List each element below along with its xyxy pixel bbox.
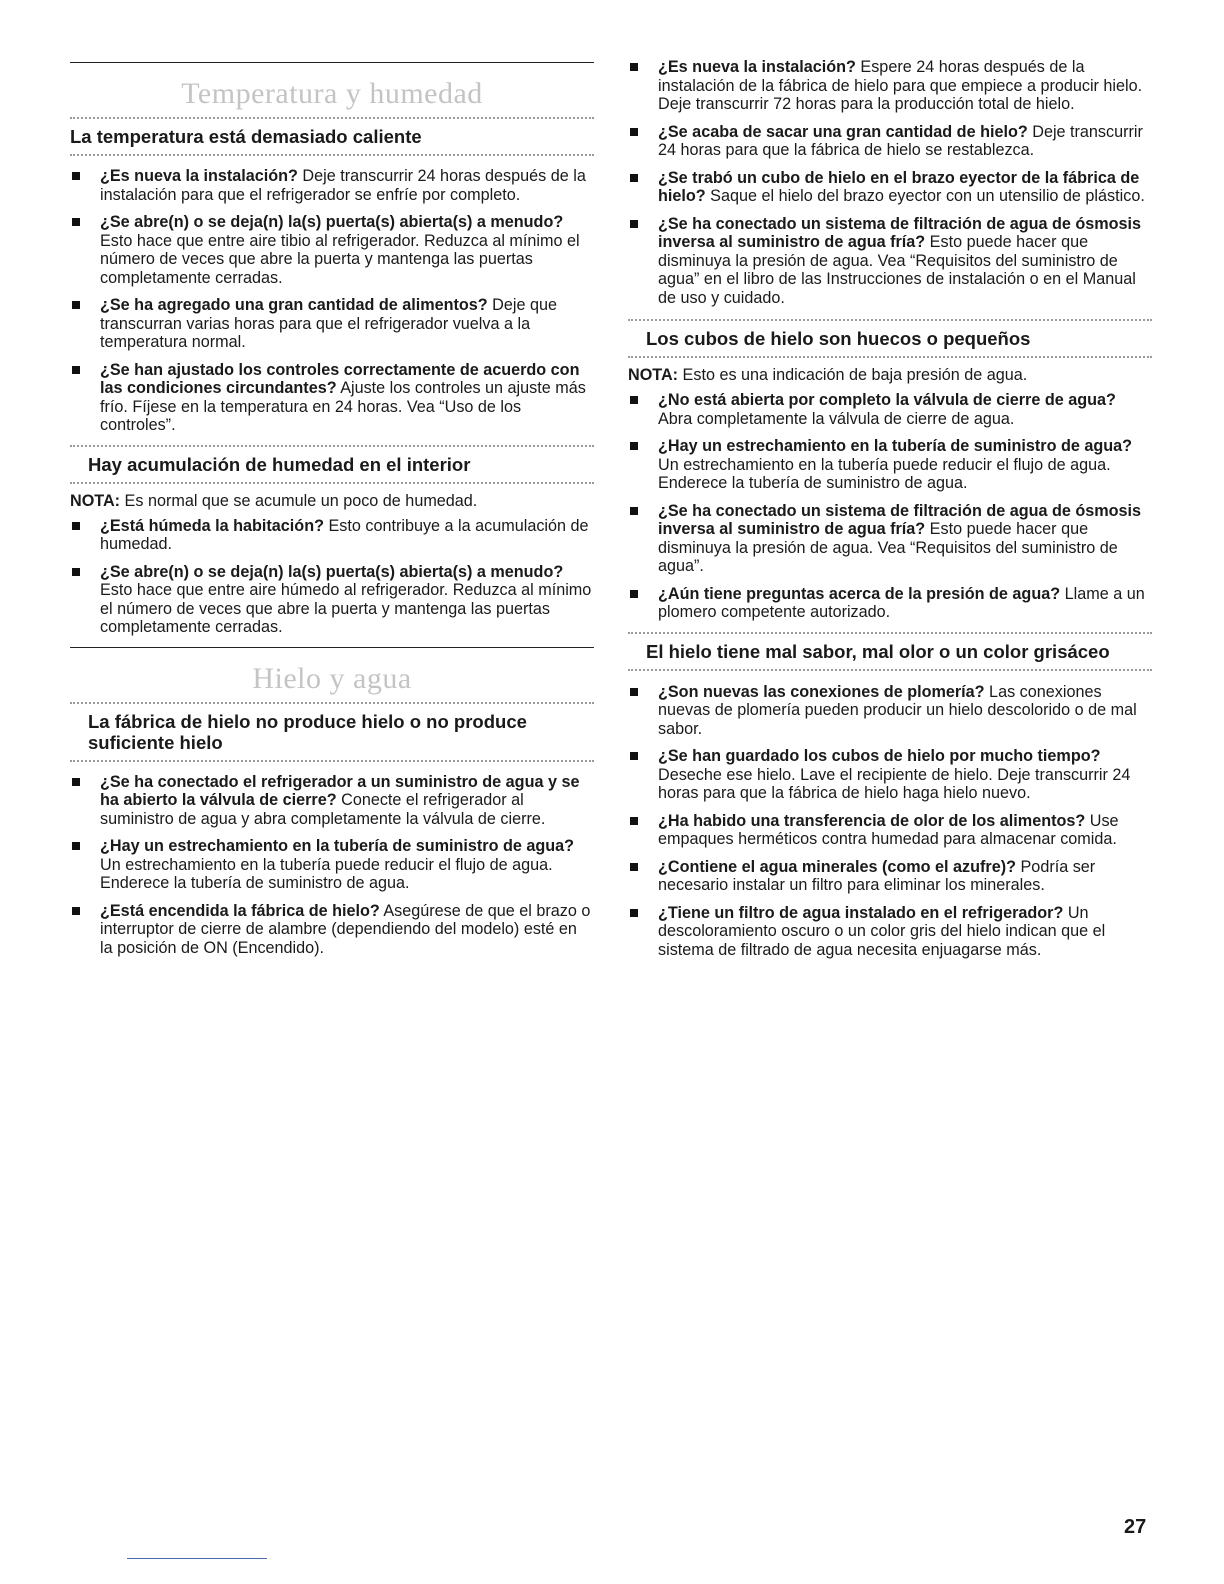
square-bullet-icon: [630, 817, 638, 825]
square-bullet-icon: [630, 507, 638, 515]
note-label: NOTA:: [628, 366, 679, 384]
item-answer: Llame a un plomero competente autorizado.: [658, 584, 1145, 621]
section-rule: [70, 62, 594, 63]
list-item: [628, 58, 1152, 114]
item-answer: Podría ser necesario instalar un filtro para eliminar los minerales.: [658, 857, 1096, 894]
list-cubos-huecos: [628, 391, 1152, 622]
subheading-fabrica-hielo: La fábrica de hielo no produce hielo o no produce suficiente hielo: [88, 710, 527, 753]
item-answer: Esto contribuye a la acumulación de humedad.: [100, 516, 589, 553]
dotted-divider: [628, 319, 1152, 321]
square-bullet-icon: [72, 218, 80, 226]
section-rule: [70, 647, 594, 648]
item-question: ¿Se ha conectado un sistema de filtración de agua de ósmosis inversa al suministro de agua fría?: [658, 501, 1142, 538]
list-item: [628, 215, 1152, 308]
list-item: [628, 169, 1152, 206]
list-item: [70, 773, 594, 829]
item-question: ¿Es nueva la instalación?: [658, 58, 856, 76]
list-item: [628, 123, 1152, 160]
item-question: ¿Se ha agregado una gran cantidad de alimentos?: [100, 296, 488, 314]
square-bullet-icon: [630, 220, 638, 228]
square-bullet-icon: [72, 172, 80, 180]
item-question: ¿Se trabó un cubo de hielo en el brazo eyector de la fábrica de hielo?: [658, 168, 1140, 205]
item-answer: Saque el hielo del brazo eyector con un utensilio de plástico.: [705, 187, 1145, 205]
list-item: [70, 167, 594, 204]
item-question: ¿Se han ajustado los controles correctamente de acuerdo con las condiciones circundantes?: [100, 360, 580, 397]
item-answer: Abra completamente la válvula de cierre de agua.: [658, 409, 1015, 428]
list-item: [628, 502, 1152, 576]
item-question: ¿Hay un estrechamiento en la tubería de suministro de agua?: [100, 837, 575, 855]
item-question: ¿Está húmeda la habitación?: [100, 516, 324, 535]
note-cubos-huecos: [628, 366, 1152, 385]
dotted-divider: [70, 482, 594, 484]
page-number: 27: [1124, 1516, 1147, 1538]
item-question: ¿Ha habido una transferencia de olor de los alimentos?: [658, 811, 1086, 830]
item-question: ¿Son nuevas las conexiones de plomería?: [658, 682, 985, 701]
dotted-divider: [628, 669, 1152, 671]
footer-rule: [127, 1558, 267, 1559]
list-item: [628, 391, 1152, 428]
square-bullet-icon: [72, 907, 80, 915]
list-fabrica-hielo-continued: [628, 58, 1152, 307]
item-question: ¿Está encendida la fábrica de hielo?: [100, 901, 380, 920]
list-item: [628, 585, 1152, 622]
list-fabrica-hielo: [70, 773, 594, 958]
item-answer: Las conexiones nuevas de plomería pueden producir un hielo descolorido o de mal sabor.: [658, 682, 1137, 738]
list-mal-sabor: [628, 683, 1152, 960]
square-bullet-icon: [72, 778, 80, 786]
section-title-temperatura: Temperatura y humedad: [181, 77, 483, 110]
dotted-divider: [70, 445, 594, 447]
list-item: [628, 904, 1152, 960]
item-answer: Espere 24 horas después de la instalación de la fábrica de hielo para que empiece a producir hielo. Deje transcurrir 72 horas para la producción total de hielo.: [658, 58, 1143, 113]
subheading-cubos-huecos: Los cubos de hielo son huecos o pequeños: [646, 328, 1031, 349]
list-item: [70, 902, 594, 958]
item-question: ¿Es nueva la instalación?: [100, 167, 298, 185]
dotted-divider: [628, 632, 1152, 634]
left-column: [70, 62, 594, 966]
square-bullet-icon: [72, 301, 80, 309]
item-question: ¿Se ha conectado el refrigerador a un suministro de agua y se ha abierto la válvula de cierre?: [100, 772, 580, 809]
square-bullet-icon: [630, 396, 638, 404]
item-answer: Esto puede hacer que disminuya la presión de agua. Vea “Requisitos del suministro de agua”.: [658, 520, 1118, 575]
item-answer: Esto hace que entre aire húmedo al refrigerador. Reduzca al mínimo el número de veces que abre la puerta y mantenga las puertas completamente cerradas.: [100, 581, 592, 636]
item-answer: Deje que transcurran varias horas para que el refrigerador vuelva a la temperatura normal.: [100, 296, 557, 351]
subheading-temperatura-caliente: La temperatura está demasiado caliente: [70, 126, 422, 147]
item-question: ¿Se abre(n) o se deja(n) la(s) puerta(s) abierta(s) a menudo?: [100, 213, 564, 231]
item-question: ¿Se han guardado los cubos de hielo por mucho tiempo?: [658, 747, 1101, 765]
square-bullet-icon: [630, 442, 638, 450]
item-question: ¿No está abierta por completo la válvula de cierre de agua?: [658, 391, 1116, 409]
square-bullet-icon: [630, 863, 638, 871]
item-question: ¿Tiene un filtro de agua instalado en el refrigerador?: [658, 903, 1064, 922]
item-answer: Asegúrese de que el brazo o interruptor de cierre de alambre (dependiendo del modelo) esté en la posición de ON (Encendido).: [100, 901, 591, 957]
list-temperatura-caliente: [70, 167, 594, 435]
item-answer: Ajuste los controles un ajuste más frío. Fíjese en la temperatura en 24 horas. Vea “Uso de los controles”.: [100, 379, 586, 434]
square-bullet-icon: [72, 366, 80, 374]
note-text: Esto es una indicación de baja presión de agua.: [678, 366, 1028, 384]
right-column: [628, 58, 1152, 968]
list-item: [70, 296, 594, 352]
list-item: [70, 563, 594, 637]
dotted-divider: [628, 356, 1152, 358]
list-item: [628, 858, 1152, 895]
item-answer: Un estrechamiento en la tubería puede reducir el flujo de agua. Enderece la tubería de suministro de agua.: [658, 455, 1111, 492]
square-bullet-icon: [630, 752, 638, 760]
dotted-divider: [70, 154, 594, 156]
item-answer: Use empaques herméticos contra humedad para almacenar comida.: [658, 811, 1119, 848]
item-answer: Esto puede hacer que disminuya la presión de agua. Vea “Requisitos del suministro de agua” en el libro de las Instrucciones de instalación o en el Manual de uso y cuidado.: [658, 233, 1136, 307]
square-bullet-icon: [72, 522, 80, 530]
square-bullet-icon: [630, 63, 638, 71]
item-answer: Un estrechamiento en la tubería puede reducir el flujo de agua. Enderece la tubería de suministro de agua.: [100, 855, 553, 892]
item-answer: Deje transcurrir 24 horas para que la fábrica de hielo se restablezca.: [658, 122, 1143, 159]
item-answer: Conecte el refrigerador al suministro de agua y abra completamente la válvula de cierre.: [100, 791, 546, 828]
list-item: [628, 683, 1152, 739]
item-question: ¿Aún tiene preguntas acerca de la presión de agua?: [658, 584, 1061, 603]
list-humedad: [70, 517, 594, 637]
list-item: [70, 517, 594, 554]
list-item: [70, 837, 594, 893]
note-humedad: [70, 492, 594, 511]
note-label: NOTA:: [70, 491, 121, 510]
subheading-mal-sabor: El hielo tiene mal sabor, mal olor o un color grisáceo: [646, 640, 1110, 662]
item-question: ¿Hay un estrechamiento en la tubería de suministro de agua?: [658, 437, 1133, 455]
list-item: [628, 437, 1152, 493]
item-answer: Un descoloramiento oscuro o un color gris del hielo indican que el sistema de filtrado de agua necesita enjuagarse más.: [658, 903, 1106, 959]
dotted-divider: [70, 760, 594, 762]
square-bullet-icon: [630, 128, 638, 136]
item-question: ¿Se abre(n) o se deja(n) la(s) puerta(s) abierta(s) a menudo?: [100, 562, 564, 581]
square-bullet-icon: [72, 842, 80, 850]
item-answer: Deje transcurrir 24 horas después de la instalación para que el refrigerador se enfríe por completo.: [100, 167, 586, 204]
square-bullet-icon: [630, 174, 638, 182]
list-item: [628, 812, 1152, 849]
subheading-humedad: Hay acumulación de humedad en el interior: [88, 453, 471, 475]
list-item: [70, 361, 594, 435]
square-bullet-icon: [630, 909, 638, 917]
item-question: ¿Se ha conectado un sistema de filtración de agua de ósmosis inversa al suministro de agua fría?: [658, 214, 1142, 251]
item-question: ¿Contiene el agua minerales (como el azufre)?: [658, 857, 1017, 876]
item-answer: Deseche ese hielo. Lave el recipiente de hielo. Deje transcurrir 24 horas para que la fábrica de hielo haga hielo nuevo.: [658, 765, 1131, 802]
square-bullet-icon: [630, 590, 638, 598]
note-text: Es normal que se acumule un poco de humedad.: [120, 491, 478, 510]
square-bullet-icon: [72, 568, 80, 576]
item-question: ¿Se acaba de sacar una gran cantidad de hielo?: [658, 122, 1028, 141]
section-title-hielo: Hielo y agua: [252, 661, 412, 695]
list-item: [628, 747, 1152, 803]
square-bullet-icon: [630, 688, 638, 696]
dotted-divider: [70, 702, 594, 704]
dotted-divider: [70, 117, 594, 119]
item-answer: Esto hace que entre aire tibio al refrigerador. Reduzca al mínimo el número de veces que abre la puerta y mantenga las puertas completamente cerradas.: [100, 231, 580, 287]
list-item: [70, 213, 594, 287]
